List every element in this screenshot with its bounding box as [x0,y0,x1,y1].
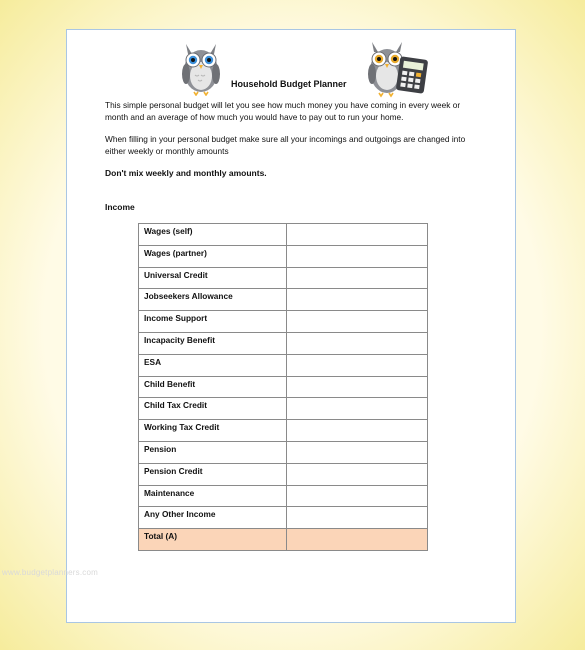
document-title: Household Budget Planner [231,79,347,89]
warning-text: Don't mix weekly and monthly amounts. [105,168,267,178]
amount-cell[interactable] [286,463,427,485]
table-row [139,289,428,311]
table-row [139,398,428,420]
amount-cell[interactable] [286,245,427,267]
row-label: Incapacity Benefit [139,332,287,354]
table-row [139,332,428,354]
row-label: Any Other Income [139,507,287,529]
amount-cell[interactable] [286,376,427,398]
row-label: Maintenance [139,485,287,507]
amount-cell[interactable] [286,289,427,311]
table-row [139,507,428,529]
amount-cell[interactable] [286,354,427,376]
table-row [139,463,428,485]
income-section-label: Income [105,202,135,212]
total-label: Total (A) [139,529,287,551]
row-label: Child Tax Credit [139,398,287,420]
table-row [139,441,428,463]
row-label: Pension [139,441,287,463]
owl-with-calculator-icon [367,36,429,98]
amount-cell[interactable] [286,420,427,442]
amount-cell[interactable] [286,311,427,333]
amount-cell[interactable] [286,332,427,354]
document-page [66,29,516,623]
owl-icon [180,38,222,96]
amount-cell[interactable] [286,224,427,246]
table-row [139,267,428,289]
row-label: Income Support [139,311,287,333]
row-label: Working Tax Credit [139,420,287,442]
instruction-paragraph: When filling in your personal budget make sure all your incomings and outgoings are changed into either weekly or monthly amounts [105,134,466,156]
table-row [139,485,428,507]
table-row [139,245,428,267]
watermark: www.budgetplanners.com [2,568,99,577]
row-label: Universal Credit [139,267,287,289]
income-table [138,223,428,551]
amount-cell[interactable] [286,507,427,529]
table-row [139,354,428,376]
table-row [139,376,428,398]
intro-paragraph: This simple personal budget will let you see how much money you have coming in every week or month and an average of how much you would have to pay out to run your home. [105,100,461,122]
total-row [139,529,428,551]
amount-cell[interactable] [286,267,427,289]
row-label: Wages (partner) [139,245,287,267]
table-row [139,420,428,442]
row-label: Wages (self) [139,224,287,246]
total-amount-cell[interactable] [286,529,427,551]
row-label: ESA [139,354,287,376]
amount-cell[interactable] [286,441,427,463]
row-label: Jobseekers Allowance [139,289,287,311]
row-label: Child Benefit [139,376,287,398]
table-row [139,224,428,246]
table-row [139,311,428,333]
row-label: Pension Credit [139,463,287,485]
amount-cell[interactable] [286,398,427,420]
amount-cell[interactable] [286,485,427,507]
